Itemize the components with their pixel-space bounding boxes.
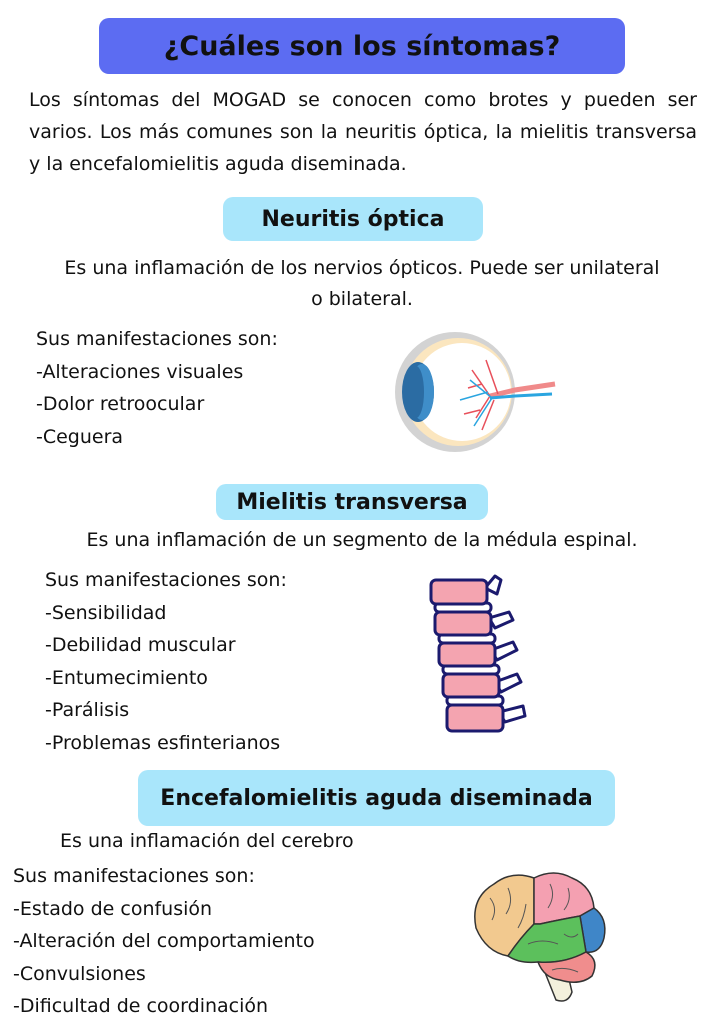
- page-title: ¿Cuáles son los síntomas?: [163, 30, 561, 62]
- manifest-list-mielitis: [45, 564, 287, 759]
- list-item: -Dolor retroocular: [36, 393, 205, 415]
- page-title-banner: [99, 18, 625, 74]
- manifest-label: Sus manifestaciones son:: [36, 328, 278, 350]
- section-heading-text: Mielitis transversa: [236, 489, 468, 515]
- list-item: -Alteraciones visuales: [36, 360, 244, 383]
- section-heading-mielitis: [216, 484, 488, 520]
- brain-icon: [468, 868, 612, 1008]
- section-heading-neuritis: [223, 197, 483, 241]
- section-heading-text: Encefalomielitis aguda diseminada: [160, 785, 593, 811]
- section-description-encefalomielitis: Es una inflamación del cerebro: [60, 830, 354, 852]
- list-item: -Problemas esfinterianos: [45, 731, 281, 754]
- section-heading-encefalomielitis: [138, 770, 615, 826]
- manifest-label: Sus manifestaciones son:: [45, 569, 287, 591]
- section-heading-text: Neuritis óptica: [261, 206, 445, 232]
- list-item: -Parálisis: [45, 699, 130, 721]
- manifest-list-neuritis: [36, 323, 278, 453]
- list-item: -Dificultad de coordinación: [13, 995, 269, 1017]
- list-item: -Sensibilidad: [45, 601, 167, 624]
- list-item: -Alteración del comportamiento: [13, 930, 315, 952]
- list-item: -Ceguera: [36, 425, 124, 448]
- manifest-label: Sus manifestaciones son:: [13, 865, 255, 887]
- intro-paragraph: Los síntomas del MOGAD se conocen como brotes y pueden ser varios. Los más comunes son la neuritis óptica, la mielitis transversa y la encefalomielitis aguda diseminada.: [29, 89, 697, 175]
- spine-icon: [425, 570, 535, 740]
- list-item: -Debilidad muscular: [45, 634, 236, 656]
- section-description-neuritis: Es una inflamación de los nervios ópticos. Puede ser unilateral o bilateral.: [64, 257, 660, 310]
- list-item: -Estado de confusión: [13, 897, 213, 920]
- list-item: -Entumecimiento: [45, 666, 208, 689]
- list-item: -Convulsiones: [13, 962, 146, 985]
- section-description-mielitis: Es una inflamación de un segmento de la médula espinal.: [86, 529, 638, 551]
- manifest-list-encefalomielitis: [13, 860, 315, 1023]
- eye-icon: [390, 330, 560, 460]
